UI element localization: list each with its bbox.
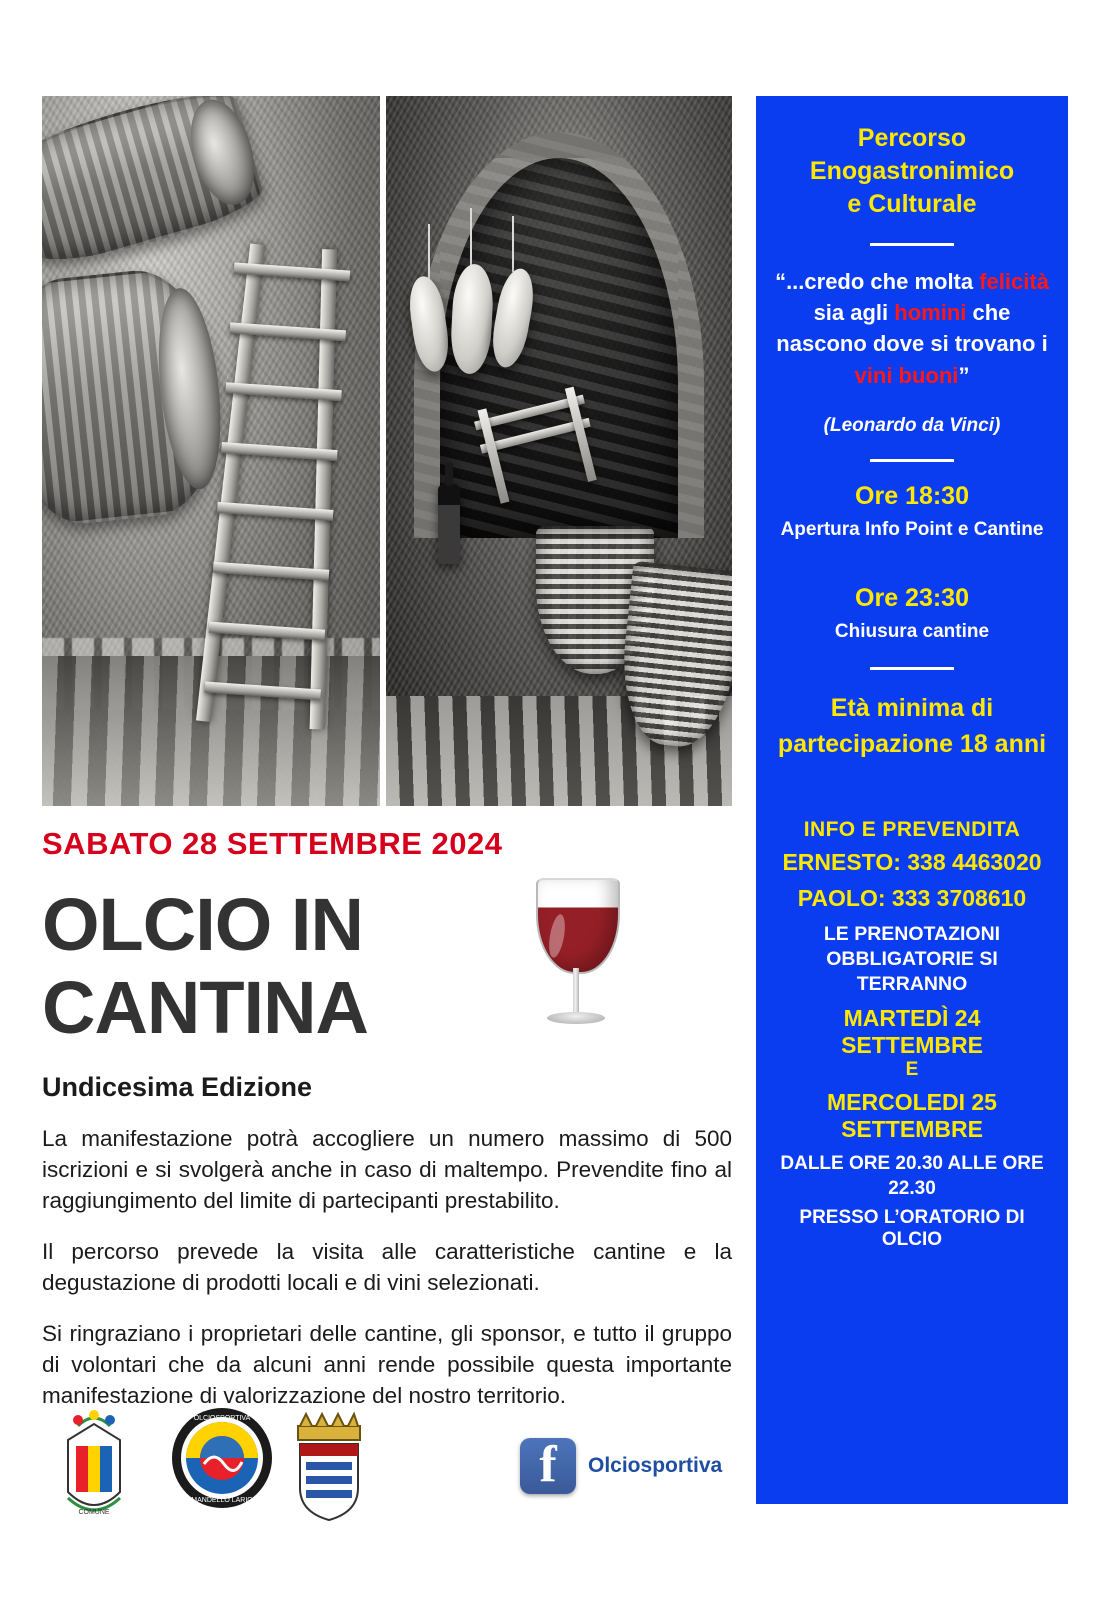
booking-day-1: MARTEDÌ 24 SETTEMBRE <box>841 1004 983 1058</box>
facebook-icon[interactable]: f <box>520 1438 576 1494</box>
booking-place: PRESSO L’ORATORIO DI OLCIO <box>799 1207 1025 1251</box>
quote-part-4: ” <box>958 362 970 388</box>
quote-highlight-1: felicità <box>979 269 1049 294</box>
info-section-title: INFO E PREVENDITA <box>803 818 1021 842</box>
hook-icon <box>428 224 430 280</box>
quote-highlight-3: vini buoni <box>854 362 959 388</box>
booking-day-2: MERCOLEDI 25 SETTEMBRE <box>827 1088 997 1142</box>
ladder-rung <box>204 681 320 700</box>
hook-icon <box>470 208 472 268</box>
page-title-line-1: OLCIO IN <box>42 883 363 966</box>
svg-text:OLCIOSPORTIVA: OLCIOSPORTIVA <box>193 1415 251 1422</box>
comune-crest-logo <box>54 1406 134 1524</box>
logo-row <box>42 1400 732 1540</box>
quote-author: (Leonardo da Vinci) <box>823 414 1001 436</box>
svg-text:MANDELLO LARIO: MANDELLO LARIO <box>191 1497 253 1504</box>
hook-icon <box>512 216 514 272</box>
contact-paolo[interactable]: PAOLO: 333 3708610 <box>797 885 1027 912</box>
wine-glass-icon <box>528 878 624 1038</box>
description-paragraph-1: La manifestazione potrà accogliere un numero massimo di 500 iscrizioni e si svolgerà anche in caso di maltempo. Prevendite fino al raggiungimento del limite di partecipanti prestabilito. <box>42 1125 732 1213</box>
ladder-rung <box>209 622 325 641</box>
wine-bottle-icon <box>438 484 460 564</box>
cellar-vault-photo <box>386 96 732 806</box>
booking-day-separator: E <box>905 1058 919 1080</box>
photo-strip <box>42 96 732 806</box>
olciosportiva-club-logo <box>170 1406 274 1510</box>
description-paragraph-3: Si ringraziano i proprietari delle cantine, gli sponsor, e tutto il gruppo di volontari che da alcuni anni rende possibile questa importante manifestazione di valorizzazione del nostro territorio. <box>42 1320 732 1409</box>
age-limit-text: Età minima di partecipazione 18 anni <box>777 693 1047 759</box>
title-row <box>42 884 732 1050</box>
page-title <box>42 884 732 1050</box>
schedule-desc-open: Apertura Info Point e Cantine <box>780 518 1044 540</box>
schedule-time-open: Ore 18:30 <box>855 481 969 510</box>
divider <box>870 459 954 462</box>
description-paragraph-2: Il percorso prevede la visita alle caratteristiche cantine e la degustazione di prodotti locali e di vini selezionati. <box>42 1238 732 1295</box>
booking-hours: DALLE ORE 20.30 ALLE ORE 22.30 <box>780 1152 1044 1200</box>
quote-highlight-2: homini <box>894 300 967 326</box>
panel-heading <box>770 122 1054 221</box>
facebook-page-name[interactable]: Olciosportiva <box>588 1454 723 1477</box>
event-date: SABATO 28 SETTEMBRE 2024 <box>42 826 503 861</box>
panel-heading-line-2: Enogastronimico <box>809 157 1015 185</box>
info-panel <box>756 96 1068 1504</box>
booking-note: LE PRENOTAZIONI OBBLIGATORIE SI TERRANNO <box>823 923 1001 996</box>
divider <box>870 243 954 246</box>
quote-text <box>770 266 1054 391</box>
ladder-rung <box>213 562 329 581</box>
quote-part-3: che nascono dove si trovano i <box>776 300 1048 357</box>
contact-ernesto[interactable]: ERNESTO: 338 4463020 <box>782 849 1042 876</box>
left-column <box>42 96 732 1411</box>
svg-text:COMUNE: COMUNE <box>78 1509 110 1516</box>
cellar-barrels-photo <box>42 96 380 806</box>
facebook-block[interactable] <box>520 1438 722 1494</box>
panel-heading-line-1: Percorso <box>857 124 967 152</box>
mandello-crest-logo <box>290 1406 368 1524</box>
quote-part-2: sia agli <box>813 300 895 326</box>
schedule-desc-close: Chiusura cantine <box>834 621 990 643</box>
divider <box>870 667 954 670</box>
schedule-time-close: Ore 23:30 <box>855 584 969 613</box>
panel-heading-line-3: e Culturale <box>847 190 977 218</box>
page-title-line-2: CANTINA <box>42 965 368 1049</box>
edition-subtitle: Undicesima Edizione <box>42 1071 313 1102</box>
quote-part-1: “...credo che molta <box>775 269 980 294</box>
